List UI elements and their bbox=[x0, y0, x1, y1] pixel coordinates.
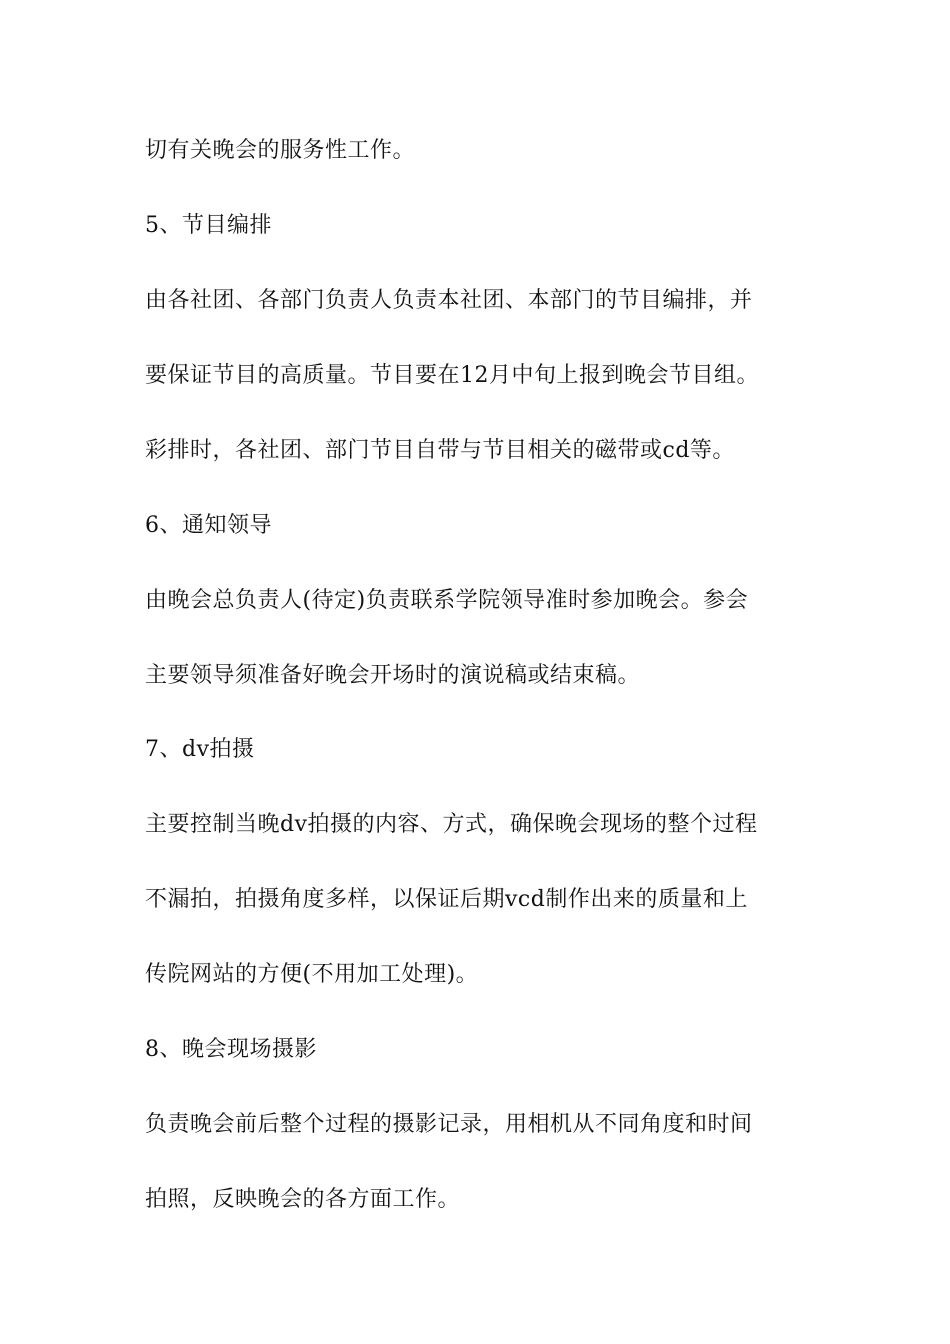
paragraph-line: 主要控制当晚dv拍摄的内容、方式，确保晚会现场的整个过程 bbox=[145, 812, 758, 837]
paragraph-line: 切有关晚会的服务性工作。 bbox=[145, 138, 416, 163]
paragraph-line: 传院网站的方便(不用加工处理)。 bbox=[145, 962, 479, 987]
paragraph-line: 由晚会总负责人(待定)负责联系学院领导准时参加晚会。参会 bbox=[145, 588, 749, 613]
section-heading: 7、dv拍摄 bbox=[145, 737, 255, 762]
paragraph-line: 彩排时，各社团、部门节目自带与节目相关的磁带或cd等。 bbox=[145, 438, 735, 463]
paragraph-line: 负责晚会前后整个过程的摄影记录，用相机从不同角度和时间 bbox=[145, 1112, 753, 1137]
paragraph-line: 主要领导须准备好晚会开场时的演说稿或结束稿。 bbox=[145, 663, 641, 688]
paragraph-line: 要保证节目的高质量。节目要在12月中旬上报到晚会节目组。 bbox=[145, 363, 759, 388]
paragraph-line: 不漏拍，拍摄角度多样，以保证后期vcd制作出来的质量和上 bbox=[145, 887, 748, 912]
section-heading: 5、节目编排 bbox=[145, 213, 272, 238]
paragraph-line: 拍照，反映晚会的各方面工作。 bbox=[145, 1187, 461, 1212]
section-heading: 8、晚会现场摄影 bbox=[145, 1037, 317, 1062]
section-heading: 6、通知领导 bbox=[145, 513, 272, 538]
paragraph-line: 由各社团、各部门负责人负责本社团、本部门的节目编排，并 bbox=[145, 288, 753, 313]
